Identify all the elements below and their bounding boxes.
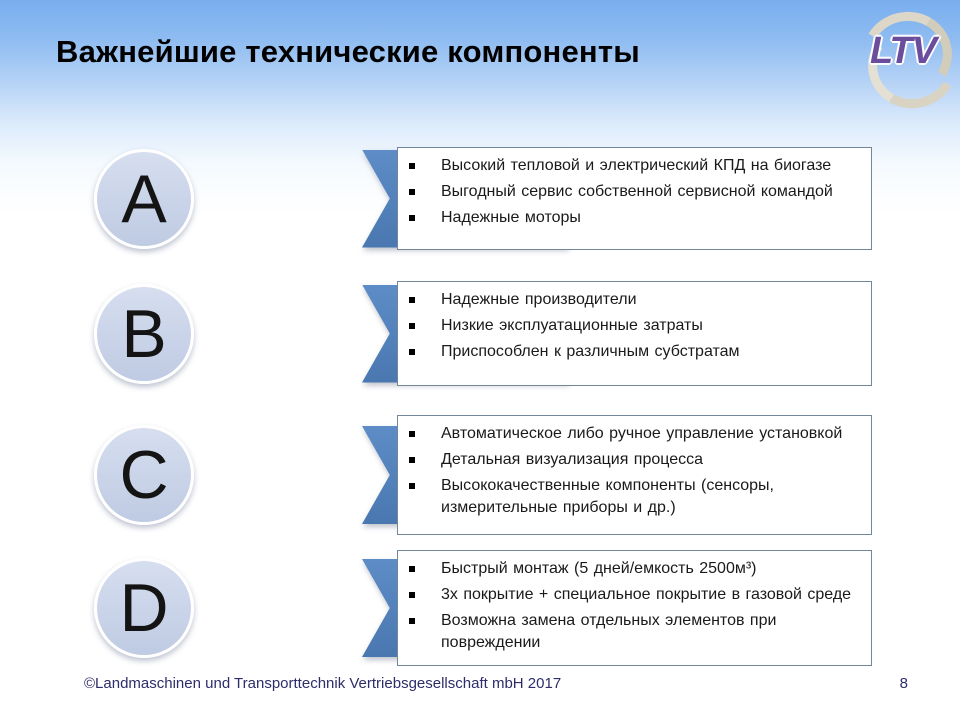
page-number: 8 (899, 675, 908, 692)
bullet-item: Быстрый монтаж (5 дней/емкость 2500м³) (398, 558, 865, 580)
component-row (0, 415, 960, 535)
bullet-list (398, 416, 871, 519)
step-circle (94, 284, 194, 384)
bullet-item: Детальная визуализация процесса (398, 449, 865, 471)
bullet-item: Приспособлен к различным субстратам (398, 341, 865, 363)
slide-title: Важнейшие технические компоненты (56, 34, 640, 69)
bullet-list (398, 148, 871, 229)
bullet-list (398, 551, 871, 654)
step-circle (94, 425, 194, 525)
step-letter: C (119, 437, 169, 513)
step-circle (94, 149, 194, 249)
bullet-box (397, 281, 872, 386)
bullet-list (398, 282, 871, 363)
bullet-item: Высококачественные компоненты (сенсоры, измерительные приборы и др.) (398, 475, 865, 519)
bullet-item: Надежные производители (398, 289, 865, 311)
step-arrow-wrap (181, 147, 387, 250)
component-row (0, 281, 960, 386)
bullet-item: Надежные моторы (398, 207, 865, 229)
step-circle (94, 558, 194, 658)
step-letter: A (121, 160, 167, 237)
step-letter: D (119, 570, 169, 646)
bullet-item: Высокий тепловой и электрический КПД на биогазе (398, 155, 865, 177)
footer-copyright: ©Landmaschinen und Transporttechnik Vertriebsgesellschaft mbH 2017 (84, 675, 562, 692)
bullet-item: Возможна замена отдельных элементов при повреждении (398, 610, 865, 654)
bullet-box (397, 415, 872, 535)
bullet-box (397, 550, 872, 666)
bullet-item: 3х покрытие + специальное покрытие в газовой среде (398, 584, 865, 606)
component-row (0, 147, 960, 250)
component-row (0, 550, 960, 666)
logo-text: LTV (870, 30, 936, 72)
step-letter: B (121, 295, 167, 372)
step-arrow-wrap (181, 415, 387, 535)
step-arrow-wrap (181, 281, 387, 386)
ltv-logo (854, 4, 952, 102)
bullet-item: Автоматическое либо ручное управление установкой (398, 423, 865, 445)
bullet-item: Низкие эксплуатационные затраты (398, 315, 865, 337)
bullet-item: Выгодный сервис собственной сервисной командой (398, 181, 865, 203)
bullet-box (397, 147, 872, 250)
step-arrow-wrap (181, 550, 387, 666)
